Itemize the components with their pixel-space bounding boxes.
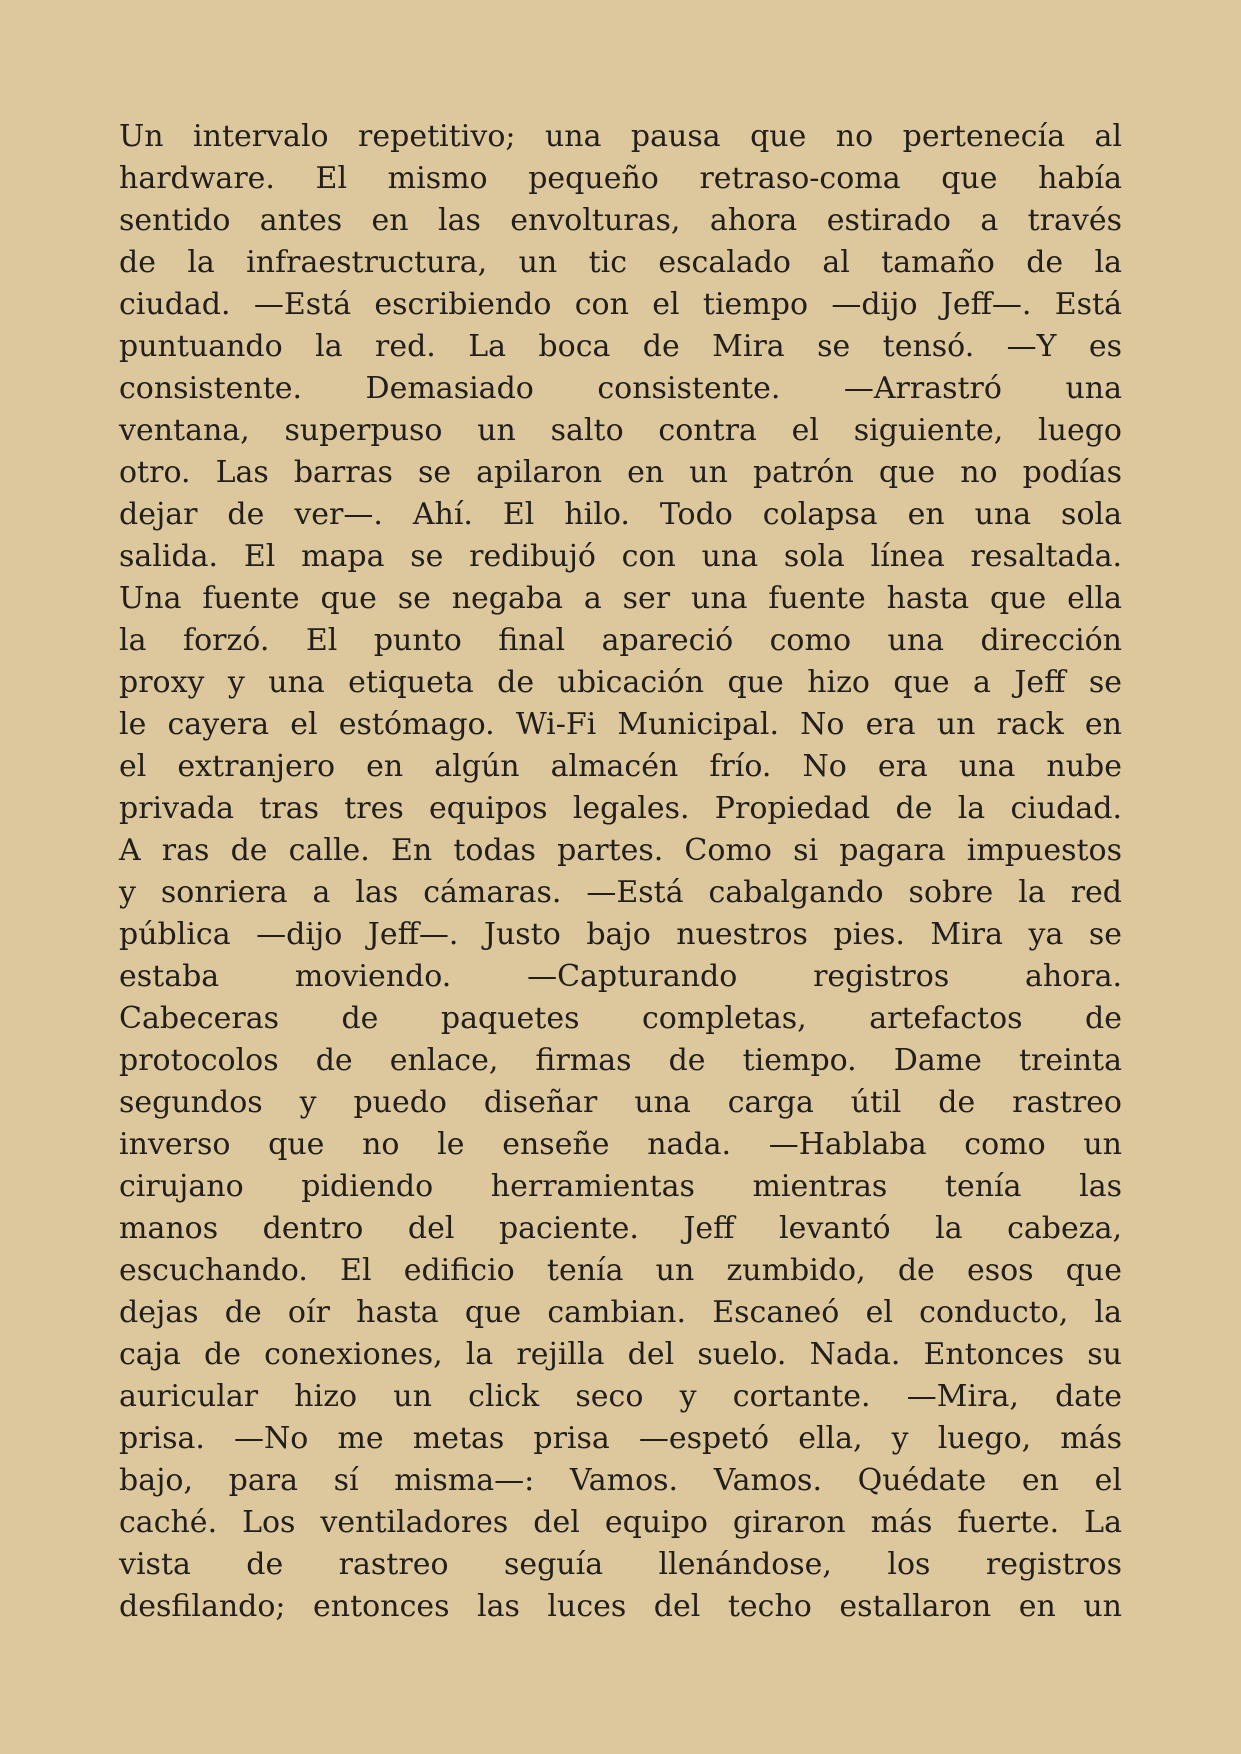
text-line: dejar de ver—. Ahí. El hilo. Todo colapsa en una sola	[119, 497, 1122, 532]
text-line: caché. Los ventiladores del equipo giraron más fuerte. La	[119, 1505, 1122, 1540]
text-line: salida. El mapa se redibujó con una sola línea resaltada.	[119, 539, 1122, 574]
text-line: bajo, para sí misma—: Vamos. Vamos. Quédate en el	[119, 1463, 1122, 1498]
text-line: Un intervalo repetitivo; una pausa que no pertenecía al	[119, 119, 1122, 154]
text-line: desfilando; entonces las luces del techo estallaron en un	[119, 1589, 1122, 1624]
text-line: Cabeceras de paquetes completas, artefactos de	[119, 1001, 1122, 1036]
text-line: y sonriera a las cámaras. —Está cabalgando sobre la red	[119, 875, 1122, 910]
text-line: inverso que no le enseñe nada. —Hablaba como un	[119, 1127, 1122, 1162]
text-line: sentido antes en las envolturas, ahora estirado a través	[119, 203, 1122, 238]
text-line: la forzó. El punto final apareció como una dirección	[119, 623, 1122, 658]
text-line: privada tras tres equipos legales. Propiedad de la ciudad.	[119, 791, 1122, 826]
text-line: estaba moviendo. —Capturando registros ahora.	[119, 959, 1122, 994]
text-line: ciudad. —Está escribiendo con el tiempo —dijo Jeff—. Está	[119, 287, 1122, 322]
text-line: el extranjero en algún almacén frío. No era una nube	[119, 749, 1122, 784]
text-line: caja de conexiones, la rejilla del suelo. Nada. Entonces su	[119, 1337, 1122, 1372]
text-line: pública —dijo Jeff—. Justo bajo nuestros pies. Mira ya se	[119, 917, 1122, 952]
text-line: hardware. El mismo pequeño retraso-coma que había	[119, 161, 1122, 196]
paragraph	[119, 116, 1122, 1628]
text-line: ventana, superpuso un salto contra el siguiente, luego	[119, 413, 1122, 448]
text-line: Una fuente que se negaba a ser una fuente hasta que ella	[119, 581, 1122, 616]
text-line: segundos y puedo diseñar una carga útil de rastreo	[119, 1085, 1122, 1120]
text-line: le cayera el estómago. Wi-Fi Municipal. No era un rack en	[119, 707, 1122, 742]
text-line: prisa. —No me metas prisa —espetó ella, y luego, más	[119, 1421, 1122, 1456]
text-line: cirujano pidiendo herramientas mientras tenía las	[119, 1169, 1122, 1204]
text-line: puntuando la red. La boca de Mira se tensó. —Y es	[119, 329, 1122, 364]
text-line: vista de rastreo seguía llenándose, los registros	[119, 1547, 1122, 1582]
text-line: otro. Las barras se apilaron en un patrón que no podías	[119, 455, 1122, 490]
text-line: consistente. Demasiado consistente. —Arrastró una	[119, 371, 1122, 406]
text-line: A ras de calle. En todas partes. Como si pagara impuestos	[119, 833, 1122, 868]
text-line: escuchando. El edificio tenía un zumbido, de esos que	[119, 1253, 1122, 1288]
text-line: proxy y una etiqueta de ubicación que hizo que a Jeff se	[119, 665, 1122, 700]
text-line: dejas de oír hasta que cambian. Escaneó el conducto, la	[119, 1295, 1122, 1330]
text-line: manos dentro del paciente. Jeff levantó la cabeza,	[119, 1211, 1122, 1246]
text-line: de la infraestructura, un tic escalado al tamaño de la	[119, 245, 1122, 280]
text-line: protocolos de enlace, firmas de tiempo. Dame treinta	[119, 1043, 1122, 1078]
text-line: auricular hizo un click seco y cortante. —Mira, date	[119, 1379, 1122, 1414]
